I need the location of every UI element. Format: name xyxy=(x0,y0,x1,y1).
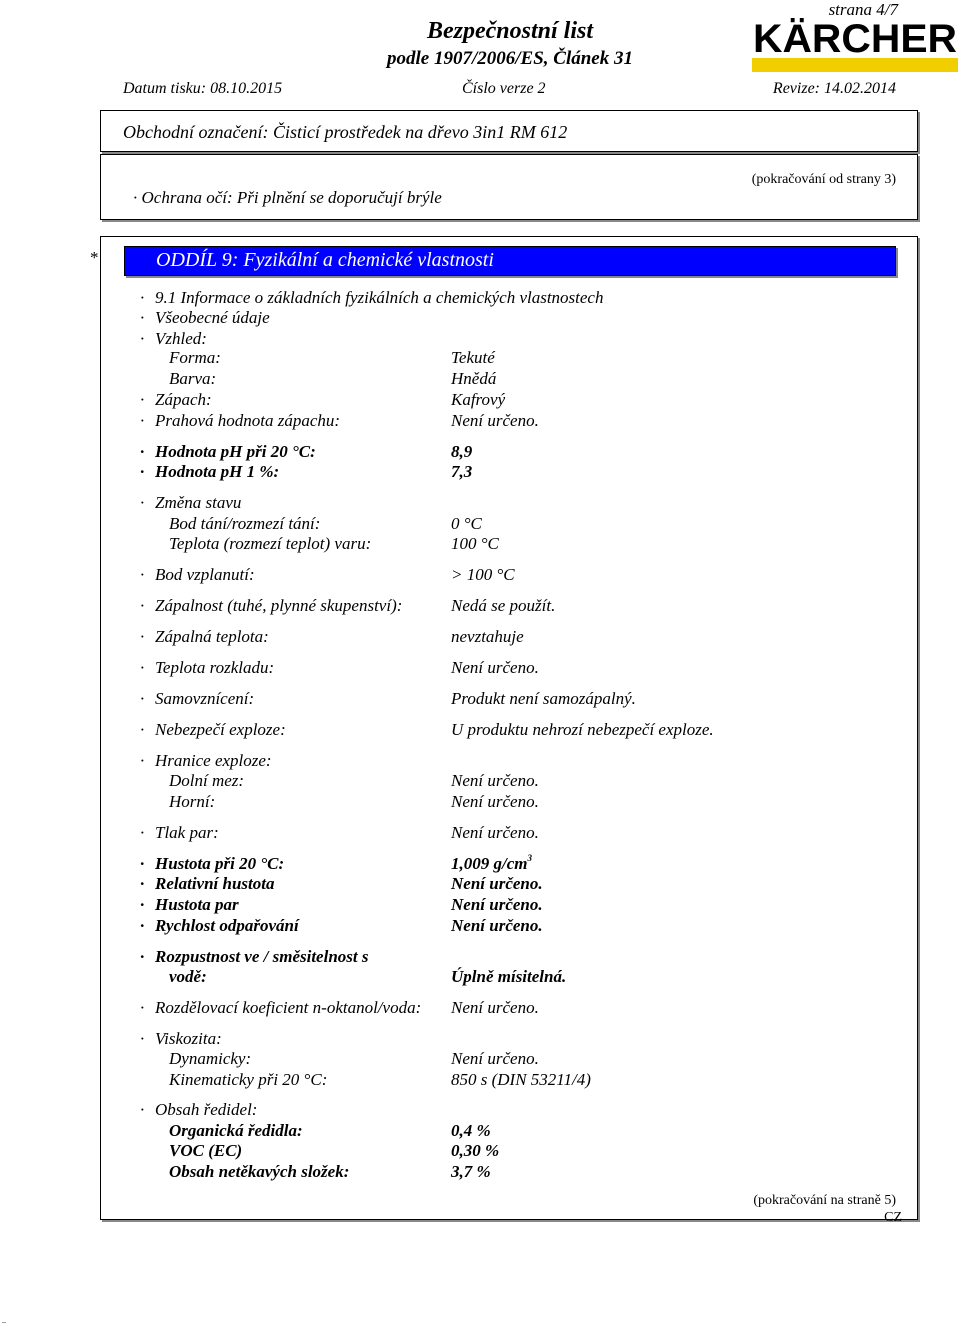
property-label xyxy=(140,288,603,308)
document-title: Bezpečnostní list xyxy=(426,18,594,44)
property-label-text: Rychlost odpařování xyxy=(155,916,299,935)
property-value-text: Není určeno. xyxy=(451,771,539,790)
property-value-text: Nedá se použít. xyxy=(451,596,556,615)
middle-dot: · xyxy=(140,627,145,646)
superscript: 3 xyxy=(527,853,532,863)
property-label-text: Teplota (rozmezí teplot) varu: xyxy=(169,534,372,553)
property-value xyxy=(451,1162,491,1182)
property-label-text: Prahová hodnota zápachu: xyxy=(155,411,341,430)
trade-name: Obchodní označení: Čisticí prostředek na dřevo 3in1 RM 612 xyxy=(123,122,568,142)
property-label xyxy=(140,658,274,678)
property-label-text: Relativní hustota xyxy=(155,874,275,893)
middle-dot: · xyxy=(140,493,145,512)
middle-dot: · xyxy=(140,947,145,966)
property-label-text: Zápalnost (tuhé, plynné skupenství): xyxy=(155,596,403,615)
property-value xyxy=(451,534,499,554)
section-header-bar xyxy=(124,246,896,276)
property-value xyxy=(451,369,496,389)
property-value-text: 850 s (DIN 53211/4) xyxy=(451,1070,591,1089)
middle-dot: · xyxy=(140,689,145,708)
property-value xyxy=(451,462,472,482)
middle-dot: · xyxy=(140,308,145,327)
brand-color-bar xyxy=(752,58,958,72)
middle-dot: · xyxy=(140,1100,145,1119)
eye-protection-label: Ochrana očí: xyxy=(141,188,233,207)
property-value xyxy=(451,1121,491,1141)
property-label xyxy=(169,348,221,368)
property-label-text: Rozpustnost ve / směsitelnost s xyxy=(155,947,369,966)
middle-dot: · xyxy=(140,854,145,873)
property-label xyxy=(140,565,255,585)
brand-text: KÄRCHER xyxy=(753,17,958,58)
property-label-text: Zápach: xyxy=(155,390,212,409)
property-label xyxy=(140,308,270,328)
middle-dot: · xyxy=(140,462,145,481)
property-label xyxy=(169,534,371,554)
property-label xyxy=(140,720,286,740)
property-value-text: Není určeno. xyxy=(451,658,539,677)
middle-dot: · xyxy=(140,751,145,770)
property-label xyxy=(169,792,215,812)
property-value xyxy=(451,514,482,534)
property-value xyxy=(451,596,555,616)
property-value xyxy=(451,442,472,462)
property-label xyxy=(140,462,279,482)
property-label xyxy=(169,1141,242,1161)
property-label-text: Hustota par xyxy=(155,895,239,914)
property-value xyxy=(451,771,539,791)
property-label xyxy=(140,751,272,771)
middle-dot: · xyxy=(140,720,145,739)
property-value-text: Tekuté xyxy=(451,348,495,367)
tiny-mark: .. xyxy=(2,1316,6,1325)
middle-dot: · xyxy=(140,288,145,307)
property-value xyxy=(451,998,539,1018)
middle-dot: · xyxy=(140,916,145,935)
property-value xyxy=(451,967,566,987)
property-label-text: Tlak par: xyxy=(155,823,219,842)
property-label xyxy=(140,493,241,513)
property-value-text: 3,7 % xyxy=(451,1162,491,1181)
property-label xyxy=(140,874,275,894)
property-value-text: 0 °C xyxy=(451,514,482,533)
property-label-text: Barva: xyxy=(169,369,217,388)
property-label xyxy=(140,329,207,349)
property-label-text: Změna stavu xyxy=(155,493,242,512)
property-label xyxy=(140,895,239,915)
property-label-text: Hodnota pH při 20 °C: xyxy=(155,442,316,461)
property-label-text: Všeobecné údaje xyxy=(155,308,270,327)
property-label xyxy=(140,947,368,967)
property-value xyxy=(451,411,539,431)
middle-dot: · xyxy=(140,1029,145,1048)
karcher-logo xyxy=(752,16,958,58)
property-label xyxy=(140,916,299,936)
property-value-text: 1,009 g/cm xyxy=(451,854,528,873)
property-value-text: 8,9 xyxy=(451,442,473,461)
property-label-text: 9.1 Informace o základních fyzikálních a chemických vlastnostech xyxy=(155,288,604,307)
page-number: strana 4/7 xyxy=(828,0,898,19)
property-label xyxy=(140,596,402,616)
property-label-text: VOC (EC) xyxy=(169,1141,243,1160)
property-value-text: 0,4 % xyxy=(451,1121,491,1140)
property-value-text: Kafrový xyxy=(451,390,506,409)
middle-dot: · xyxy=(140,565,145,584)
property-value xyxy=(451,565,515,585)
property-value-text: Není určeno. xyxy=(451,874,543,893)
section-title: ODDÍL 9: Fyzikální a chemické vlastnosti xyxy=(156,249,494,271)
property-value xyxy=(451,792,539,812)
property-label-text: Bod vzplanutí: xyxy=(155,565,255,584)
property-label-text: Vzhled: xyxy=(155,329,207,348)
property-label xyxy=(140,411,340,431)
property-label xyxy=(169,514,320,534)
property-value-text: Není určeno. xyxy=(451,1049,539,1068)
property-label-text: Bod tání/rozmezí tání: xyxy=(169,514,321,533)
property-label-text: Obsah netěkavých složek: xyxy=(169,1162,350,1181)
middle-dot: · xyxy=(133,188,142,207)
property-label-text: Hranice exploze: xyxy=(155,751,272,770)
property-label-text: Dolní mez: xyxy=(169,771,245,790)
middle-dot: · xyxy=(140,998,145,1017)
property-value-text: Není určeno. xyxy=(451,792,539,811)
property-value-text: 100 °C xyxy=(451,534,499,553)
property-label-text: Nebezpečí exploze: xyxy=(155,720,286,739)
property-label-text: Organická ředidla: xyxy=(169,1121,303,1140)
version-number: Číslo verze 2 xyxy=(462,80,546,97)
middle-dot: · xyxy=(140,658,145,677)
property-label xyxy=(140,689,254,709)
property-label-text: Hustota při 20 °C: xyxy=(155,854,285,873)
property-value-text: Produkt není samozápalný. xyxy=(451,689,636,708)
property-label-text: Hodnota pH 1 %: xyxy=(155,462,280,481)
property-value-text: Není určeno. xyxy=(451,411,539,430)
property-value xyxy=(451,720,714,740)
property-value xyxy=(451,1070,591,1090)
property-value-text: Není určeno. xyxy=(451,916,543,935)
property-value-text: Úplně mísitelná. xyxy=(451,967,567,986)
property-value-text: > 100 °C xyxy=(451,565,515,584)
property-value xyxy=(451,854,532,874)
property-value xyxy=(451,627,524,647)
document-subtitle: podle 1907/2006/ES, Článek 31 xyxy=(387,48,633,69)
middle-dot: · xyxy=(140,329,145,348)
property-label xyxy=(140,627,269,647)
property-value-text: Hnědá xyxy=(451,369,497,388)
eye-protection-value: Při plnění se doporučují brýle xyxy=(236,188,442,207)
property-label-text: Rozdělovací koeficient n-oktanol/voda: xyxy=(155,998,422,1017)
property-value-text: 0,30 % xyxy=(451,1141,500,1160)
property-value xyxy=(451,1049,539,1069)
continued-from: (pokračování od strany 3) xyxy=(751,172,896,187)
property-label-text: Teplota rozkladu: xyxy=(155,658,275,677)
property-value-text: Není určeno. xyxy=(451,823,539,842)
property-value xyxy=(451,390,505,410)
language-code: CZ xyxy=(884,1210,902,1225)
middle-dot: · xyxy=(140,390,145,409)
property-label xyxy=(169,369,216,389)
property-label xyxy=(140,442,316,462)
property-label xyxy=(140,854,284,874)
property-value-text: U produktu nehrozí nebezpečí exploze. xyxy=(451,720,714,739)
property-value xyxy=(451,874,543,894)
middle-dot: · xyxy=(140,442,145,461)
property-label xyxy=(169,1070,327,1090)
eye-protection xyxy=(133,188,442,208)
property-label-text: Samovznícení: xyxy=(155,689,255,708)
property-value xyxy=(451,916,543,936)
property-value xyxy=(451,1141,499,1161)
middle-dot: · xyxy=(140,596,145,615)
property-label xyxy=(169,771,244,791)
revision-date: Revize: 14.02.2014 xyxy=(772,80,896,97)
property-label-text: vodě: xyxy=(169,967,207,986)
property-value xyxy=(451,823,539,843)
continued-to: (pokračování na straně 5) xyxy=(753,1193,896,1208)
property-label-text: Zápalná teplota: xyxy=(155,627,269,646)
property-label xyxy=(140,1100,257,1120)
property-value-text: Není určeno. xyxy=(451,895,543,914)
property-label-text: Viskozita: xyxy=(155,1029,222,1048)
property-value xyxy=(451,658,539,678)
property-label-text: Dynamicky: xyxy=(169,1049,252,1068)
property-label xyxy=(169,1049,251,1069)
property-label xyxy=(140,998,421,1018)
property-label xyxy=(169,1162,349,1182)
property-label-text: Horní: xyxy=(169,792,216,811)
property-label xyxy=(169,967,207,987)
property-value xyxy=(451,895,543,915)
property-label xyxy=(140,390,212,410)
change-marker: * xyxy=(90,248,99,267)
print-date: Datum tisku: 08.10.2015 xyxy=(123,80,283,97)
property-value-text: nevztahuje xyxy=(451,627,524,646)
property-label xyxy=(140,1029,222,1049)
property-value-text: Není určeno. xyxy=(451,998,539,1017)
middle-dot: · xyxy=(140,895,145,914)
property-value xyxy=(451,348,495,368)
middle-dot: · xyxy=(140,411,145,430)
property-label-text: Kinematicky při 20 °C: xyxy=(169,1070,328,1089)
property-label-text: Forma: xyxy=(169,348,221,367)
property-label xyxy=(169,1121,303,1141)
property-label-text: Obsah ředidel: xyxy=(155,1100,258,1119)
property-value xyxy=(451,689,636,709)
property-label xyxy=(140,823,219,843)
middle-dot: · xyxy=(140,823,145,842)
middle-dot: · xyxy=(140,874,145,893)
property-value-text: 7,3 xyxy=(451,462,473,481)
